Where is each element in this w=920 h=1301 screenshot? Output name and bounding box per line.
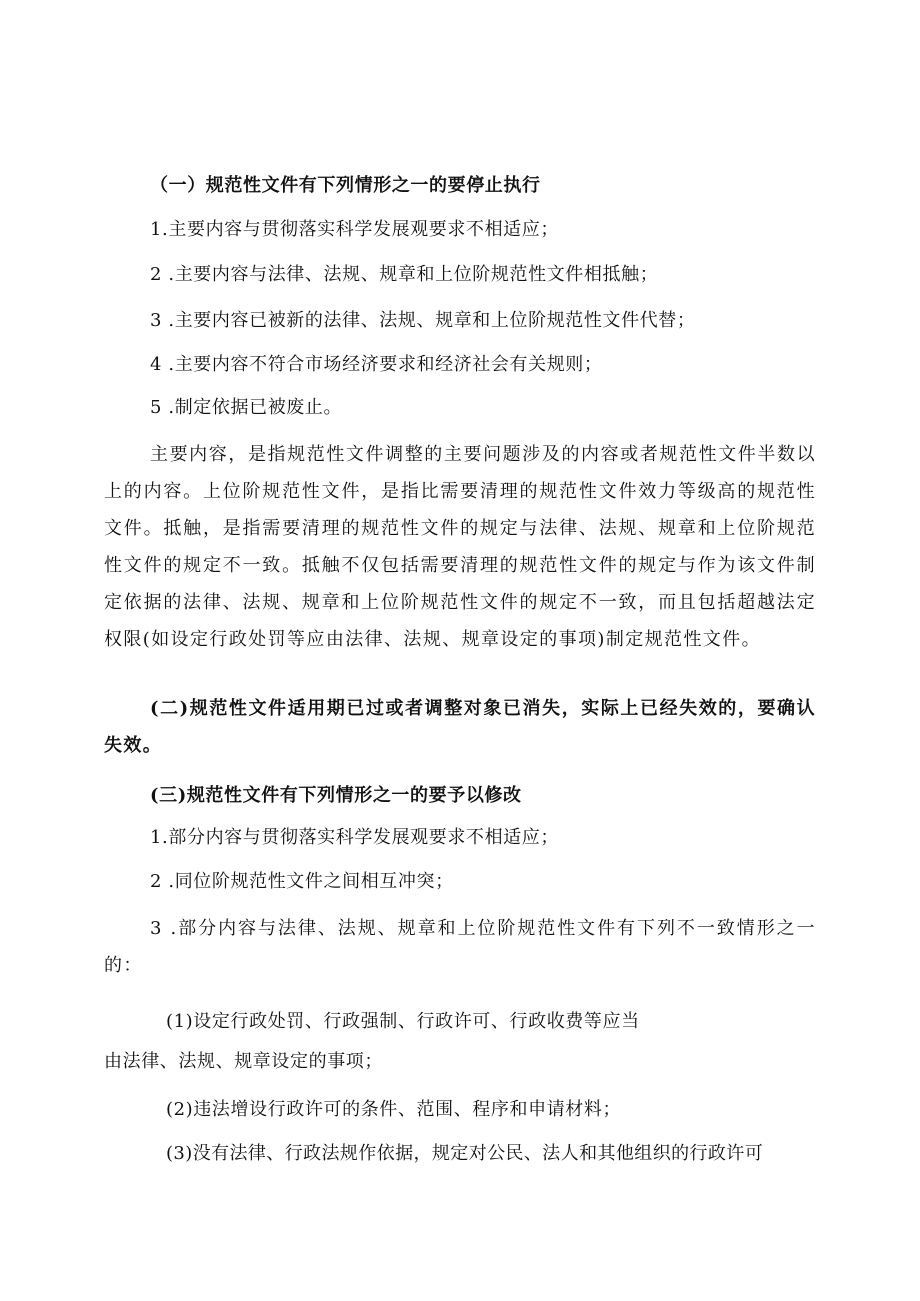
section-1-item-3: 3 .主要内容已被新的法律、法规、规章和上位阶规范性文件代替； [150,310,696,331]
section-3-subitem-2: (2)违法增设行政许可的条件、范围、程序和申请材料； [166,1099,622,1120]
section-3-item-3: 3 .部分内容与法律、法规、规章和上位阶规范性文件有下列不一致情形之一的： [104,918,816,976]
section-2-text: (二)规范性文件适用期已过或者调整对象已消失，实际上已经失效的，要确认失效。 [104,698,816,756]
section-1-heading: （一）规范性文件有下列情形之一的要停止执行 [150,175,541,196]
section-1-item-2: 2 .主要内容与法律、法规、规章和上位阶规范性文件相抵触； [150,264,659,285]
section-3-subitem-1: (1)设定行政处罚、行政强制、行政许可、行政收费等应当 [166,1011,640,1032]
section-1-item-5: 5 .制定依据已被废止。 [150,397,343,418]
section-3-item-2: 2 .同位阶规范性文件之间相互冲突； [150,871,454,892]
section-1-item-4: 4 .主要内容不符合市场经济要求和经济社会有关规则； [150,354,603,375]
section-3-heading: (三)规范性文件有下列情形之一的要予以修改 [150,785,522,806]
section-3-subitem-3: (3)没有法律、行政法规作依据，规定对公民、法人和其他组织的行政许可 [166,1143,764,1164]
section-3-item-1: 1.部分内容与贯彻落实科学发展观要求不相适应； [150,827,559,848]
section-1-explanation: 主要内容，是指规范性文件调整的主要问题涉及的内容或者规范性文件半数以上的内容。上位阶规范性文件，是指比需要清理的规范性文件效力等级高的规范性文件。抵触，是指需要清理的规范性文件的规定与法律、法规、规章和上位阶规范性文件的规定不一致。抵触不仅包括需要清理的规范性文件的规定与作为该文件制定依据的法律、法规、规章和上位阶规范性文件的规定不一致，而且包括超越法定权限(如设定行政处罚等应由法律、法规、规章设定的事项)制定规范性文件。 [104,444,816,650]
section-3-subitem-1-continued: 由法律、法规、规章设定的事项； [104,1051,383,1072]
section-1-item-1: 1.主要内容与贯彻落实科学发展观要求不相适应； [150,219,559,240]
